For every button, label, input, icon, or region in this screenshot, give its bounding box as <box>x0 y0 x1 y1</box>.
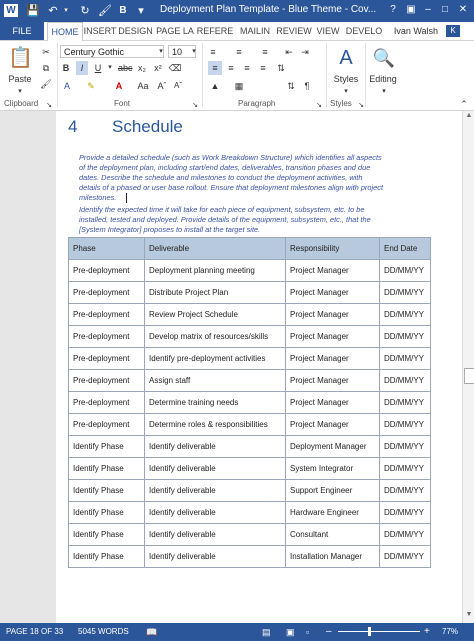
cell-responsibility[interactable]: Project Manager <box>286 348 380 370</box>
scroll-up-icon[interactable]: ▲ <box>465 112 473 119</box>
underline-button[interactable]: U <box>94 63 102 73</box>
help-icon[interactable]: ? <box>390 4 396 15</box>
change-case-icon[interactable]: Aa <box>137 81 149 91</box>
cell-deliverable[interactable]: Develop matrix of resources/skills <box>145 326 286 348</box>
bold-button[interactable]: B <box>62 63 70 73</box>
table-row[interactable] <box>69 524 431 546</box>
styles-icon[interactable]: A <box>339 47 353 69</box>
schedule-table[interactable] <box>68 237 431 568</box>
instruction-line: dates. Describe the schedule and milestones to conduct the deployment activities, with <box>79 173 363 182</box>
cell-responsibility[interactable]: System Integrator <box>286 458 380 480</box>
customize-qat-icon[interactable]: ▾ <box>138 5 144 17</box>
section-title: Schedule <box>112 117 183 136</box>
cell-responsibility[interactable]: Project Manager <box>286 392 380 414</box>
cell-end-date[interactable]: DD/MM/YY <box>380 260 431 282</box>
paste-dropdown-icon[interactable]: ▾ <box>18 88 22 95</box>
cell-phase[interactable]: Identify Phase <box>69 502 145 524</box>
cell-deliverable[interactable]: Deployment planning meeting <box>145 260 286 282</box>
table-row[interactable] <box>69 414 431 436</box>
group-label-styles: Styles <box>330 99 352 108</box>
cell-responsibility[interactable]: Project Manager <box>286 282 380 304</box>
section-number: 4 <box>68 117 78 136</box>
group-label-clipboard: Clipboard <box>4 99 39 108</box>
tab-mailings[interactable]: MAILIN <box>239 26 270 36</box>
shading-icon[interactable]: ▲ <box>210 81 220 91</box>
cell-responsibility[interactable]: Project Manager <box>286 370 380 392</box>
decrease-indent-icon[interactable]: ⇤ <box>285 47 293 57</box>
table-row[interactable] <box>69 480 431 502</box>
cell-deliverable[interactable]: Distribute Project Plan <box>145 282 286 304</box>
user-name[interactable]: Ivan Walsh <box>393 26 438 36</box>
instruction-line: [System Integrator] proposes to install at the target site. <box>79 225 261 234</box>
table-row[interactable] <box>69 304 431 326</box>
font-color-icon[interactable]: A <box>115 81 123 91</box>
cell-phase[interactable]: Pre-deployment <box>69 392 145 414</box>
bullets-icon[interactable]: ≡ <box>210 47 216 57</box>
borders-icon[interactable]: ▦ <box>234 81 244 91</box>
subscript-button[interactable]: x₂ <box>138 63 146 73</box>
cell-responsibility[interactable]: Project Manager <box>286 260 380 282</box>
styles-launcher-icon[interactable]: ↘ <box>358 102 364 109</box>
cell-end-date[interactable]: DD/MM/YY <box>380 458 431 480</box>
editing-button[interactable]: Editing <box>369 74 397 84</box>
instruction-line: Identify the expected time it will take for each piece of equipment, subsystem, etc. to be <box>79 205 365 214</box>
paste-button[interactable]: Paste <box>8 74 32 84</box>
table-row[interactable] <box>69 370 431 392</box>
cell-end-date[interactable]: DD/MM/YY <box>380 414 431 436</box>
status-bar <box>0 623 474 641</box>
font-name-box[interactable]: Century Gothic <box>60 45 164 58</box>
divider <box>202 43 203 107</box>
cell-responsibility[interactable]: Support Engineer <box>286 480 380 502</box>
undo-dropdown-icon[interactable]: ▾ <box>64 7 68 14</box>
format-painter-icon[interactable]: 🖌 <box>40 79 52 89</box>
find-icon[interactable]: 🔍 <box>372 48 396 68</box>
cell-phase[interactable]: Identify Phase <box>69 524 145 546</box>
format-painter-icon[interactable]: 🖌 <box>98 5 112 17</box>
cell-end-date[interactable]: DD/MM/YY <box>380 370 431 392</box>
instruction-line: details of a phased or user base rollout. Ensure that deployment milestones align with project <box>79 183 384 192</box>
clear-formatting-icon[interactable]: ⌫ <box>168 63 182 73</box>
line-spacing-icon[interactable]: ⇅ <box>277 63 285 73</box>
header-responsibility: Responsibility <box>286 238 380 260</box>
cell-phase[interactable]: Identify Phase <box>69 546 145 568</box>
zoom-slider-track[interactable] <box>338 631 420 632</box>
numbering-icon[interactable]: ≡ <box>236 47 242 57</box>
page-count[interactable]: PAGE 18 OF 33 <box>6 627 64 636</box>
cell-end-date[interactable]: DD/MM/YY <box>380 304 431 326</box>
cell-phase[interactable]: Identify Phase <box>69 458 145 480</box>
cell-responsibility[interactable]: Consultant <box>286 524 380 546</box>
cell-responsibility[interactable]: Project Manager <box>286 326 380 348</box>
text-effects-icon[interactable]: A <box>63 81 70 91</box>
styles-dropdown-icon[interactable]: ▾ <box>344 88 348 95</box>
cell-end-date[interactable]: DD/MM/YY <box>380 436 431 458</box>
cell-end-date[interactable]: DD/MM/YY <box>380 546 431 568</box>
font-name-dropdown-icon[interactable]: ▾ <box>159 48 163 55</box>
paste-icon[interactable]: 📋 <box>8 47 33 69</box>
instruction-line: Provide a detailed schedule (such as Work Breakdown Structure) which identifies all aspects <box>79 153 382 162</box>
zoom-level[interactable]: 77% <box>442 627 459 636</box>
cell-responsibility[interactable]: Hardware Engineer <box>286 502 380 524</box>
table-row[interactable] <box>69 436 431 458</box>
clipboard-launcher-icon[interactable]: ↘ <box>46 102 52 109</box>
cell-phase[interactable]: Pre-deployment <box>69 304 145 326</box>
word-count[interactable]: 5045 WORDS <box>78 627 129 636</box>
cell-phase[interactable]: Pre-deployment <box>69 326 145 348</box>
ribbon <box>0 41 474 111</box>
cell-end-date[interactable]: DD/MM/YY <box>380 524 431 546</box>
cell-deliverable[interactable]: Identify deliverable <box>145 502 286 524</box>
cell-responsibility[interactable]: Deployment Manager <box>286 436 380 458</box>
show-formatting-icon[interactable]: ¶ <box>304 81 310 91</box>
cell-phase[interactable]: Identify Phase <box>69 480 145 502</box>
tab-review[interactable]: REVIEW <box>276 26 312 36</box>
cell-deliverable[interactable]: Identify deliverable <box>145 524 286 546</box>
cell-deliverable[interactable]: Assign staff <box>145 370 286 392</box>
cell-end-date[interactable]: DD/MM/YY <box>380 348 431 370</box>
instruction-line: milestones. <box>79 193 117 202</box>
table-row[interactable] <box>69 502 431 524</box>
cell-end-date[interactable]: DD/MM/YY <box>380 480 431 502</box>
multilevel-list-icon[interactable]: ≡ <box>262 47 268 57</box>
cell-responsibility[interactable]: Installation Manager <box>286 546 380 568</box>
collapse-ribbon-icon[interactable]: ⌃ <box>460 99 468 109</box>
close-icon[interactable]: ✕ <box>458 4 468 15</box>
styles-button[interactable]: Styles <box>333 74 359 84</box>
highlight-icon[interactable]: ✎ <box>87 81 95 91</box>
web-layout-icon[interactable]: ▫ <box>306 627 310 637</box>
zoom-out-icon[interactable]: – <box>326 626 332 637</box>
underline-dropdown-icon[interactable]: ▾ <box>108 64 112 71</box>
cell-deliverable[interactable]: Identify deliverable <box>145 436 286 458</box>
align-left-icon[interactable]: ≡ <box>208 61 222 75</box>
italic-button[interactable]: I <box>76 61 88 75</box>
justify-icon[interactable]: ≡ <box>260 63 266 73</box>
cell-deliverable[interactable]: Determine roles & responsibilities <box>145 414 286 436</box>
table-row[interactable] <box>69 458 431 480</box>
table-row[interactable] <box>69 326 431 348</box>
cell-deliverable[interactable]: Identify deliverable <box>145 458 286 480</box>
cell-end-date[interactable]: DD/MM/YY <box>380 326 431 348</box>
window-title: Deployment Plan Template - Blue Theme - Cov... <box>160 4 377 15</box>
header-deliverable: Deliverable <box>145 238 286 260</box>
table-row[interactable] <box>69 392 431 414</box>
text-cursor <box>126 193 127 203</box>
tab-page-layout[interactable]: PAGE LA <box>156 26 194 36</box>
word-logo-icon[interactable]: W <box>4 4 18 17</box>
scroll-down-icon[interactable]: ▼ <box>465 611 473 618</box>
read-mode-icon[interactable]: ▤ <box>262 627 271 637</box>
instruction-line: installed, tested and deployed. Provide details of the equipment, subsystem, etc., that the <box>79 215 371 224</box>
tab-view[interactable]: VIEW <box>316 26 340 36</box>
shrink-font-icon[interactable]: Aˇ <box>174 81 182 90</box>
copy-icon[interactable]: ⧉ <box>42 63 50 73</box>
cell-deliverable[interactable]: Identify deliverable <box>145 546 286 568</box>
table-row[interactable] <box>69 348 431 370</box>
header-phase: Phase <box>69 238 145 260</box>
cell-deliverable[interactable]: Identify pre-deployment activities <box>145 348 286 370</box>
bold-quick-icon[interactable]: B <box>119 5 127 16</box>
group-label-font: Font <box>114 99 131 108</box>
cell-phase[interactable]: Pre-deployment <box>69 414 145 436</box>
increase-indent-icon[interactable]: ⇥ <box>301 47 309 57</box>
user-avatar[interactable]: K <box>446 25 460 37</box>
header-end-date: End Date <box>380 238 431 260</box>
editing-dropdown-icon[interactable]: ▾ <box>382 88 386 95</box>
table-row[interactable] <box>69 260 431 282</box>
font-size-box[interactable]: 10 <box>168 45 196 58</box>
superscript-button[interactable]: x² <box>154 63 162 73</box>
document-page[interactable] <box>56 111 462 623</box>
cell-phase[interactable]: Pre-deployment <box>69 260 145 282</box>
save-icon[interactable]: 💾 <box>26 5 40 17</box>
tab-file[interactable]: FILE <box>0 22 44 40</box>
cell-phase[interactable]: Pre-deployment <box>69 282 145 304</box>
scrollbar-thumb[interactable] <box>464 368 474 384</box>
document-area <box>0 111 462 623</box>
zoom-slider-thumb[interactable] <box>368 627 371 636</box>
strikethrough-button[interactable]: abc <box>118 63 133 73</box>
table-header-row <box>69 238 431 260</box>
font-launcher-icon[interactable]: ↘ <box>192 102 198 109</box>
tab-home[interactable]: HOME <box>47 22 83 41</box>
align-center-icon[interactable]: ≡ <box>228 63 234 73</box>
tab-insert[interactable]: INSERT <box>83 26 117 36</box>
tab-developer[interactable]: DEVELO <box>345 26 383 36</box>
cell-responsibility[interactable]: Project Manager <box>286 414 380 436</box>
cell-phase[interactable]: Pre-deployment <box>69 370 145 392</box>
paragraph-launcher-icon[interactable]: ↘ <box>316 102 322 109</box>
cell-responsibility[interactable]: Project Manager <box>286 304 380 326</box>
tab-design[interactable]: DESIGN <box>118 26 153 36</box>
proofing-icon[interactable]: 📖 <box>146 627 158 637</box>
vertical-scrollbar[interactable] <box>462 111 474 623</box>
cell-phase[interactable]: Identify Phase <box>69 436 145 458</box>
minimize-icon[interactable]: – <box>425 4 431 15</box>
redo-icon[interactable]: ↻ <box>80 5 90 17</box>
zoom-in-icon[interactable]: + <box>424 626 430 637</box>
cell-phase[interactable]: Pre-deployment <box>69 348 145 370</box>
print-layout-icon[interactable]: ▣ <box>286 627 295 637</box>
cell-deliverable[interactable]: Identify deliverable <box>145 480 286 502</box>
sort-icon[interactable]: ⇅ <box>287 81 295 91</box>
group-label-paragraph: Paragraph <box>238 99 276 108</box>
cell-end-date[interactable]: DD/MM/YY <box>380 282 431 304</box>
font-size-dropdown-icon[interactable]: ▾ <box>192 48 196 55</box>
ribbon-tabs <box>0 22 474 41</box>
tab-references[interactable]: REFERE <box>196 26 234 36</box>
undo-icon[interactable]: ↶ <box>48 5 58 17</box>
cell-deliverable[interactable]: Review Project Schedule <box>145 304 286 326</box>
divider <box>326 43 327 107</box>
align-right-icon[interactable]: ≡ <box>244 63 250 73</box>
cell-deliverable[interactable]: Determine training needs <box>145 392 286 414</box>
cell-end-date[interactable]: DD/MM/YY <box>380 502 431 524</box>
divider <box>57 43 58 107</box>
cell-end-date[interactable]: DD/MM/YY <box>380 392 431 414</box>
maximize-icon[interactable]: □ <box>441 4 449 15</box>
table-row[interactable] <box>69 546 431 568</box>
ribbon-display-icon[interactable]: ▣ <box>406 4 416 15</box>
instruction-line: of the deployment plan, including start/end dates, deliverables, transition phases and due <box>79 163 371 172</box>
table-row[interactable] <box>69 282 431 304</box>
title-bar <box>0 0 474 22</box>
grow-font-icon[interactable]: Aˆ <box>157 81 167 91</box>
cut-icon[interactable]: ✂ <box>42 47 50 57</box>
